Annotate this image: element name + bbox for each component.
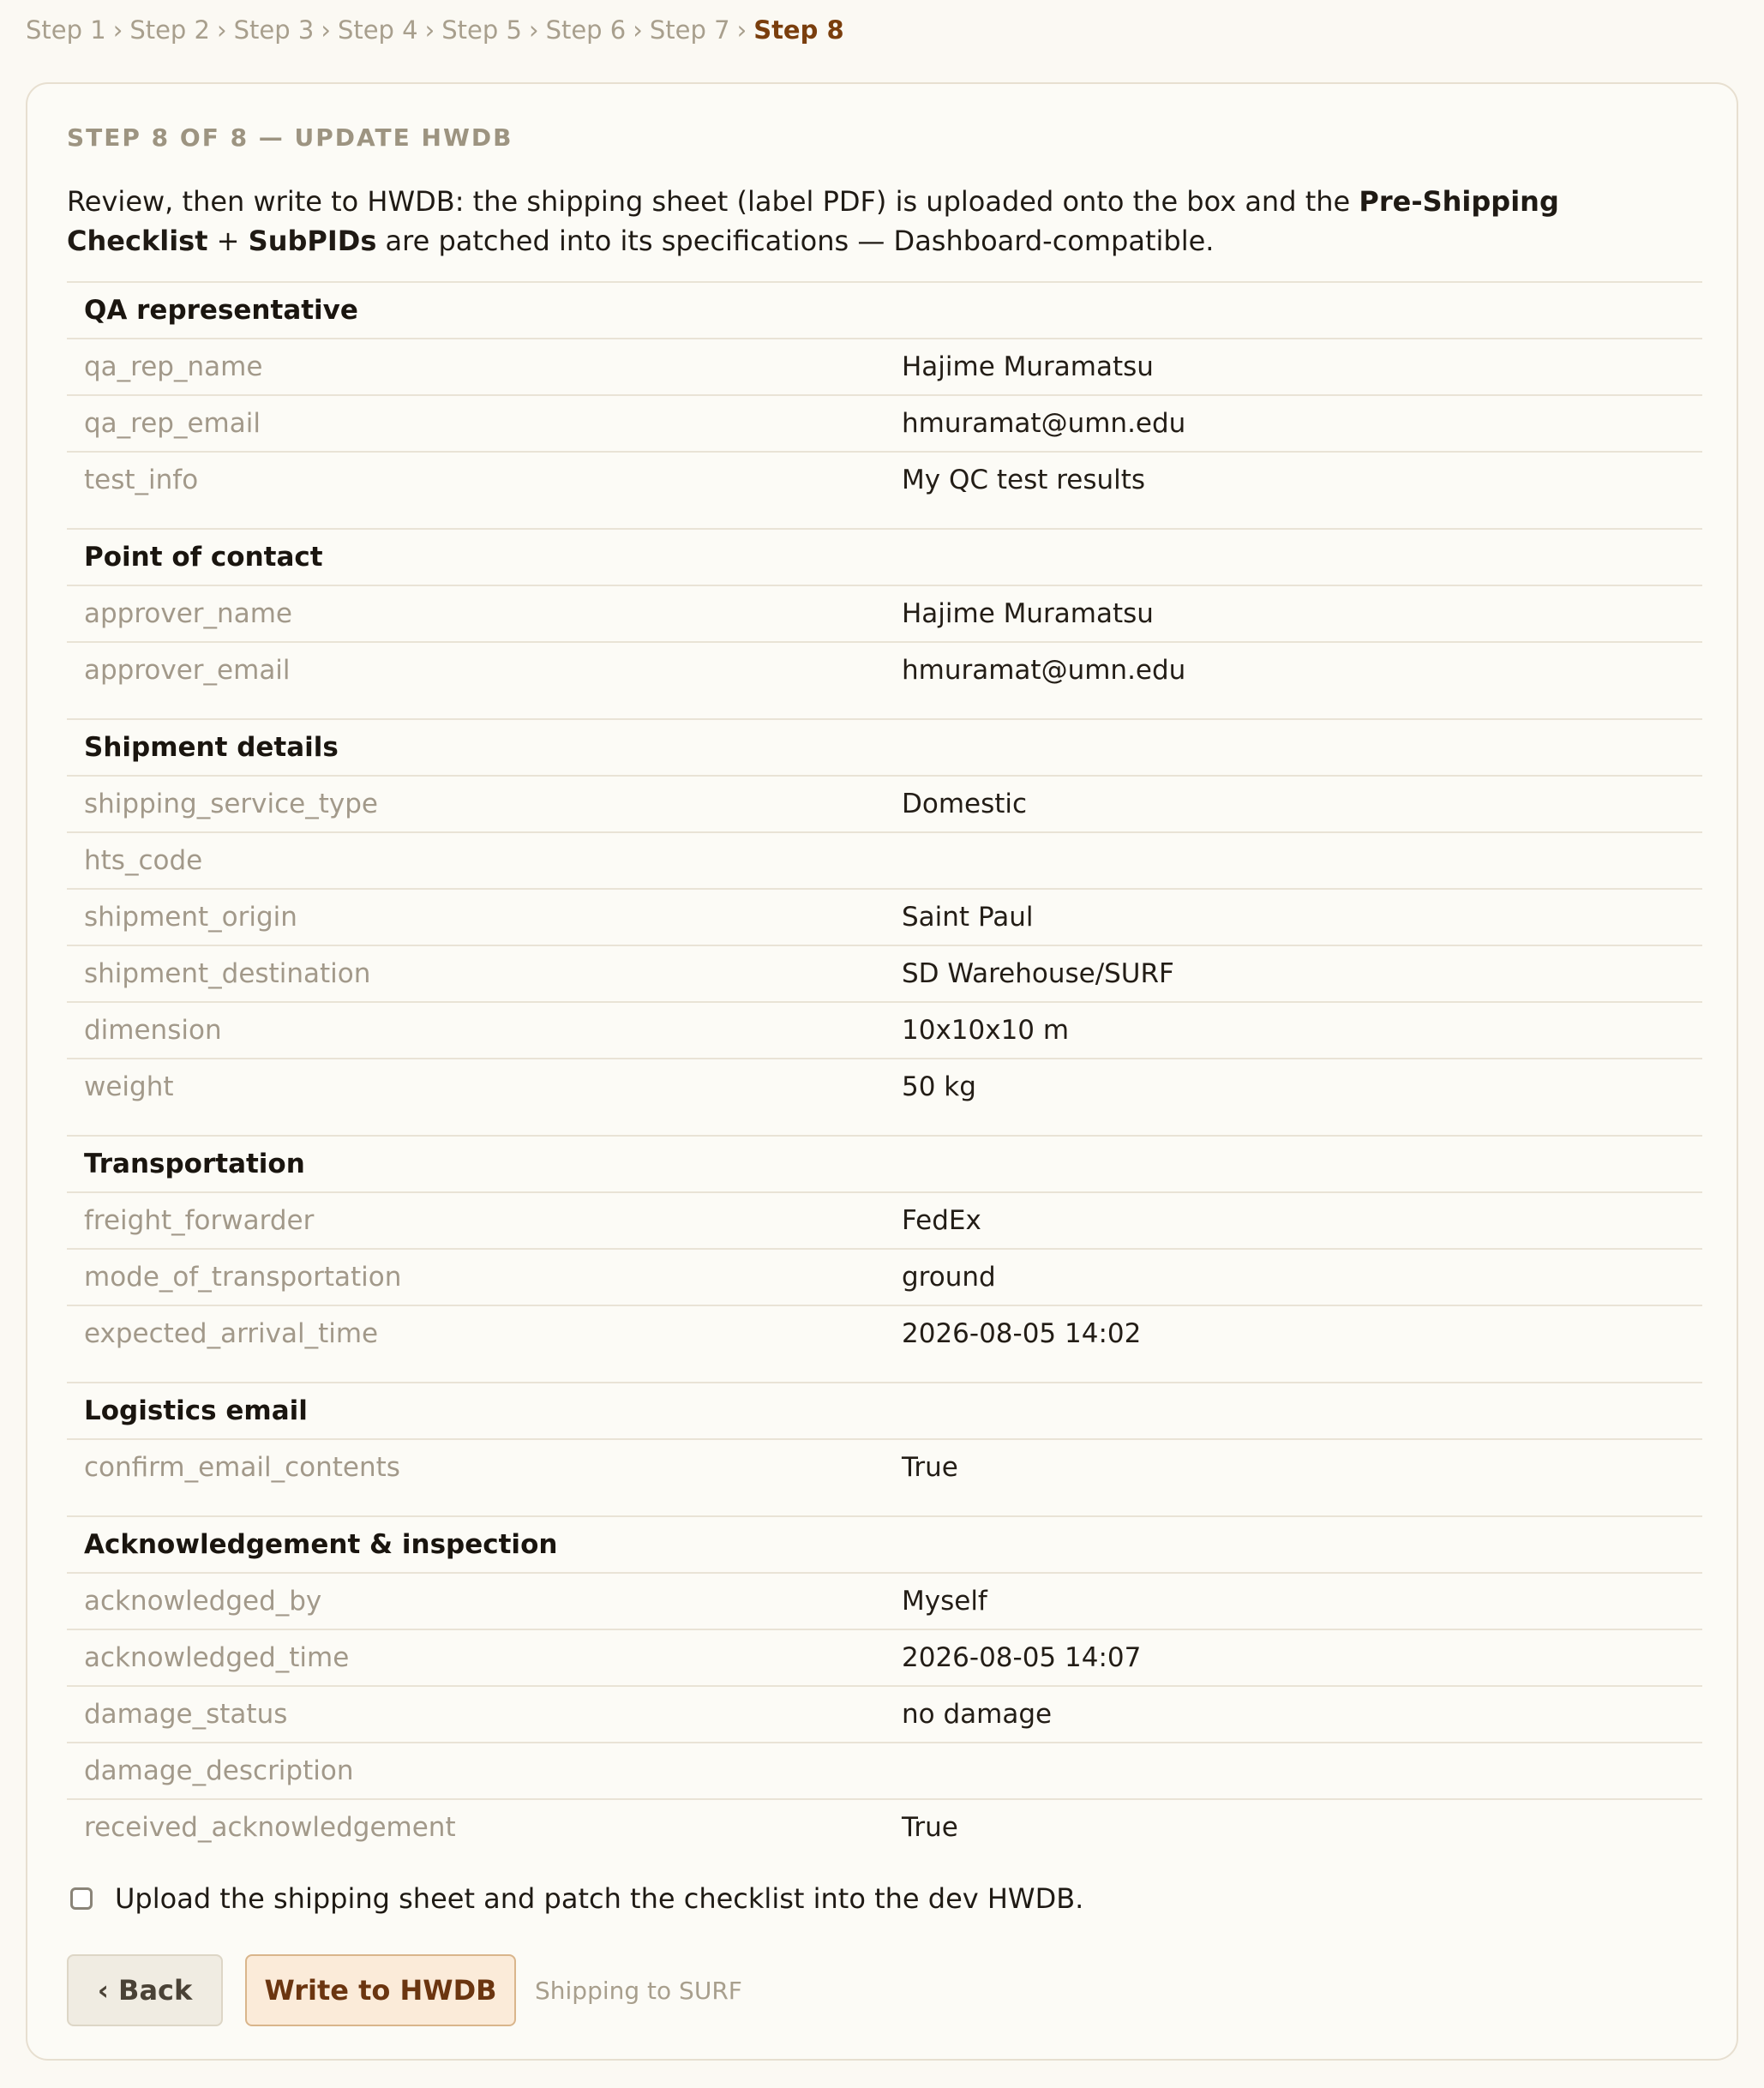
field-key: shipment_destination: [67, 945, 885, 1002]
table-row: [67, 1629, 1702, 1686]
shipping-status-text: Shipping to SURF: [535, 1976, 742, 2005]
field-key: expected_arrival_time: [67, 1305, 885, 1361]
confirm-upload-checkbox[interactable]: [70, 1887, 93, 1910]
field-key: acknowledged_time: [67, 1629, 885, 1686]
field-key: hts_code: [67, 832, 885, 889]
breadcrumb: [26, 0, 844, 60]
intro-part-1: Review, then write to HWDB: the shipping sheet (label PDF) is uploaded onto the box and the: [67, 185, 1359, 218]
breadcrumb-step-2[interactable]: Step 2: [129, 15, 211, 45]
field-key: acknowledged_by: [67, 1573, 885, 1629]
breadcrumb-step-5[interactable]: Step 5: [441, 15, 522, 45]
breadcrumb-step-4[interactable]: Step 4: [337, 15, 418, 45]
table-row: [67, 1192, 1702, 1249]
table-row: [67, 1249, 1702, 1305]
back-button[interactable]: ‹ Back: [67, 1954, 223, 2026]
intro-part-2: +: [207, 225, 249, 257]
table-row: [67, 1305, 1702, 1361]
section-spacer: [67, 1114, 1702, 1136]
section-header: [67, 529, 1702, 585]
field-value: 50 kg: [885, 1059, 1702, 1114]
field-key: confirm_email_contents: [67, 1439, 885, 1495]
section-title: Point of contact: [67, 529, 1702, 585]
field-value: [885, 1743, 1702, 1799]
review-card: [26, 82, 1738, 2061]
field-value: 2026-08-05 14:07: [885, 1629, 1702, 1686]
write-to-hwdb-button[interactable]: Write to HWDB: [245, 1954, 516, 2026]
section-header: [67, 1383, 1702, 1439]
field-value: Hajime Muramatsu: [885, 339, 1702, 395]
section-title: Acknowledgement & inspection: [67, 1516, 1702, 1573]
field-value: Hajime Muramatsu: [885, 585, 1702, 642]
table-row: [67, 1743, 1702, 1799]
field-value: Saint Paul: [885, 889, 1702, 945]
breadcrumb-step-7[interactable]: Step 7: [649, 15, 730, 45]
table-row: [67, 776, 1702, 832]
section-header: [67, 1136, 1702, 1192]
field-value: 2026-08-05 14:02: [885, 1305, 1702, 1361]
breadcrumb-separator: ›: [112, 15, 123, 45]
breadcrumb-separator: ›: [633, 15, 643, 45]
field-value: True: [885, 1439, 1702, 1495]
section-spacer: [67, 1495, 1702, 1516]
intro-bold-subpids: SubPIDs: [248, 225, 377, 257]
field-value: My QC test results: [885, 452, 1702, 507]
field-value: [885, 832, 1702, 889]
field-key: approver_email: [67, 642, 885, 698]
breadcrumb-separator: ›: [217, 15, 227, 45]
field-key: received_acknowledgement: [67, 1799, 885, 1855]
field-key: test_info: [67, 452, 885, 507]
section-header: [67, 719, 1702, 776]
confirm-upload-label: Upload the shipping sheet and patch the checklist into the dev HWDB.: [115, 1882, 1084, 1915]
section-header: [67, 282, 1702, 339]
field-key: dimension: [67, 1002, 885, 1059]
section-title: Transportation: [67, 1136, 1702, 1192]
field-value: no damage: [885, 1686, 1702, 1743]
breadcrumb-separator: ›: [424, 15, 435, 45]
table-row: [67, 889, 1702, 945]
table-row: [67, 585, 1702, 642]
table-row: [67, 642, 1702, 698]
table-row: [67, 452, 1702, 507]
table-row: [67, 339, 1702, 395]
section-spacer: [67, 1361, 1702, 1383]
table-row: [67, 1686, 1702, 1743]
table-row: [67, 1799, 1702, 1855]
table-row: [67, 1059, 1702, 1114]
table-row: [67, 1002, 1702, 1059]
step-heading: STEP 8 OF 8 — UPDATE HWDB: [67, 123, 513, 152]
breadcrumb-step-3[interactable]: Step 3: [233, 15, 315, 45]
breadcrumb-separator: ›: [736, 15, 747, 45]
table-row: [67, 1573, 1702, 1629]
field-value: FedEx: [885, 1192, 1702, 1249]
field-key: shipment_origin: [67, 889, 885, 945]
breadcrumb-step-6[interactable]: Step 6: [545, 15, 627, 45]
section-spacer: [67, 698, 1702, 719]
breadcrumb-separator: ›: [528, 15, 539, 45]
field-value: ground: [885, 1249, 1702, 1305]
section-title: Shipment details: [67, 719, 1702, 776]
field-value: hmuramat@umn.edu: [885, 395, 1702, 452]
breadcrumb-separator: ›: [321, 15, 331, 45]
field-value: hmuramat@umn.edu: [885, 642, 1702, 698]
field-key: approver_name: [67, 585, 885, 642]
field-key: qa_rep_name: [67, 339, 885, 395]
section-title: Logistics email: [67, 1383, 1702, 1439]
confirm-upload-row[interactable]: [70, 1882, 1083, 1915]
field-value: Myself: [885, 1573, 1702, 1629]
section-header: [67, 1516, 1702, 1573]
field-value: SD Warehouse/SURF: [885, 945, 1702, 1002]
field-value: True: [885, 1799, 1702, 1855]
intro-text: [67, 182, 1704, 261]
field-key: weight: [67, 1059, 885, 1114]
field-value: Domestic: [885, 776, 1702, 832]
field-key: damage_status: [67, 1686, 885, 1743]
field-key: shipping_service_type: [67, 776, 885, 832]
intro-bold-checklist: Pre-Shipping Checklist: [67, 185, 1559, 257]
field-key: qa_rep_email: [67, 395, 885, 452]
section-title: QA representative: [67, 282, 1702, 339]
review-table: [67, 281, 1702, 1855]
table-row: [67, 1439, 1702, 1495]
breadcrumb-step-1[interactable]: Step 1: [26, 15, 106, 45]
table-row: [67, 832, 1702, 889]
field-key: freight_forwarder: [67, 1192, 885, 1249]
intro-part-3: are patched into its specifications — Dashboard-compatible.: [376, 225, 1215, 257]
field-value: 10x10x10 m: [885, 1002, 1702, 1059]
field-key: mode_of_transportation: [67, 1249, 885, 1305]
field-key: damage_description: [67, 1743, 885, 1799]
breadcrumb-step-8: Step 8: [753, 15, 844, 45]
table-row: [67, 395, 1702, 452]
table-row: [67, 945, 1702, 1002]
section-spacer: [67, 507, 1702, 529]
